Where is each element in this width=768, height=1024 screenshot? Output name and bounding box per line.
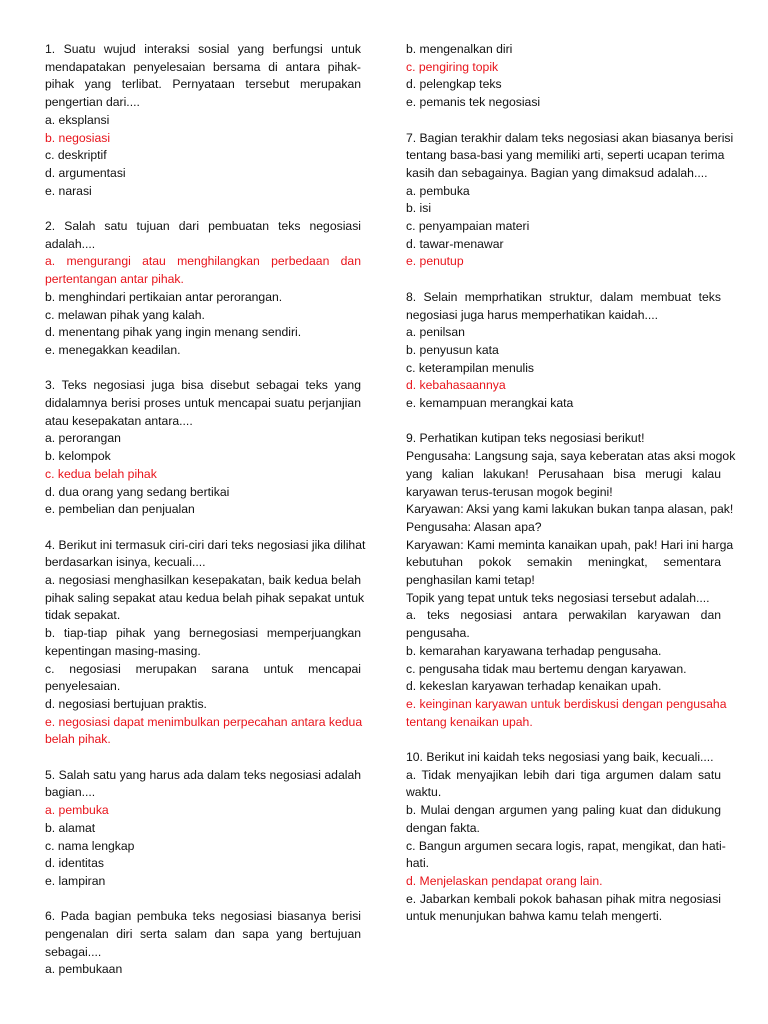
answer-line: c. pengiring topik bbox=[406, 59, 499, 74]
text-line: 3. Teks negosiasi juga bisa disebut sebagai teks yang bbox=[45, 378, 361, 393]
text-line: c. nama lengkap bbox=[45, 838, 135, 853]
answer-line: e. penutup bbox=[406, 254, 464, 269]
text-line: c. negosiasi merupakan sarana untuk mencapai bbox=[45, 661, 361, 676]
text-line: d. pelengkap teks bbox=[406, 77, 502, 92]
text-line: d. kekesIan karyawan terhadap kenaikan upah. bbox=[406, 679, 662, 694]
text-line: d. negosiasi bertujuan praktis. bbox=[45, 696, 207, 711]
text-line: pengertian dari.... bbox=[45, 95, 140, 110]
question-block bbox=[45, 767, 361, 891]
text-line: pengenalan diri serta salam dan sapa yang bertujuan bbox=[45, 927, 361, 942]
text-line: negosiasi juga harus memperhatikan kaidah.... bbox=[406, 307, 659, 322]
question-block bbox=[406, 749, 726, 926]
text-line: 10. Berikut ini kaidah teks negosiasi yang baik, kecuali.... bbox=[406, 750, 714, 765]
question-block bbox=[45, 908, 361, 979]
text-line: b. isi bbox=[406, 201, 432, 216]
answer-line: d. Menjelaskan pendapat orang lain. bbox=[406, 873, 603, 888]
text-line: tidak sepakat. bbox=[45, 608, 121, 623]
question-block bbox=[45, 218, 361, 360]
text-line: penyelesaian. bbox=[45, 679, 121, 694]
text-line: d. argumentasi bbox=[45, 165, 126, 180]
text-line: e. Jabarkan kembali pokok bahasan pihak mitra negosiasi bbox=[406, 891, 721, 906]
text-line: kasih dan sebagainya. Bagian yang dimaksud adalah.... bbox=[406, 165, 708, 180]
question-block bbox=[406, 41, 721, 112]
text-line: c. keterampilan menulis bbox=[406, 360, 535, 375]
text-line: dengan fakta. bbox=[406, 820, 480, 835]
text-line: 1. Suatu wujud interaksi sosial yang berfungsi untuk bbox=[45, 42, 361, 56]
text-line: b. Mulai dengan argumen yang paling kuat dan didukung bbox=[406, 803, 721, 818]
left-column bbox=[45, 41, 366, 997]
text-line: c. melawan pihak yang kalah. bbox=[45, 307, 205, 322]
text-line: pihak yang terlibat. Pernyataan tersebut merupakan bbox=[45, 77, 361, 92]
text-line: a. pembuka bbox=[406, 183, 470, 198]
text-line: kebutuhan pokok semakin meningkat, sementara bbox=[406, 555, 721, 570]
text-line: c. pengusaha tidak mau bertemu dengan karyawan. bbox=[406, 661, 687, 676]
text-line: b. mengenalkan diri bbox=[406, 42, 513, 56]
text-line: Topik yang tepat untuk teks negosiasi tersebut adalah.... bbox=[406, 590, 710, 605]
text-line: b. tiap-tiap pihak yang bernegosiasi memperjuangkan bbox=[45, 626, 361, 641]
text-line: b. menghindari pertikaian antar perorangan. bbox=[45, 289, 283, 304]
text-line: e. pembelian dan penjualan bbox=[45, 502, 195, 517]
text-line: e. lampiran bbox=[45, 873, 106, 888]
text-line: waktu. bbox=[406, 785, 442, 800]
text-line: a. pembukaan bbox=[45, 962, 123, 977]
text-line: d. tawar-menawar bbox=[406, 236, 504, 251]
text-line: b. kemarahan karyawana terhadap pengusaha. bbox=[406, 643, 662, 658]
text-line: 6. Pada bagian pembuka teks negosiasi biasanya berisi bbox=[45, 909, 361, 924]
text-line: 7. Bagian terakhir dalam teks negosiasi akan biasanya berisi bbox=[406, 130, 734, 145]
text-line: a. eksplansi bbox=[45, 112, 110, 127]
text-line: c. deskriptif bbox=[45, 148, 107, 163]
text-line: untuk menunjukan bahwa kamu telah mengerti. bbox=[406, 909, 663, 924]
question-block bbox=[406, 289, 721, 413]
text-line: b. alamat bbox=[45, 820, 96, 835]
answer-line: c. kedua belah pihak bbox=[45, 466, 157, 481]
question-block bbox=[45, 41, 361, 200]
text-line: a. penilsan bbox=[406, 325, 465, 340]
text-line: b. kelompok bbox=[45, 449, 111, 464]
text-line: didalamnya berisi proses untuk mencapai suatu perjanjian bbox=[45, 396, 361, 411]
text-line: a. negosiasi menghasilkan kesepakatan, baik kedua belah bbox=[45, 573, 361, 588]
text-line: pengusaha. bbox=[406, 626, 470, 641]
text-line: 2. Salah satu tujuan dari pembuatan teks negosiasi bbox=[45, 219, 361, 234]
text-line: kepentingan masing-masing. bbox=[45, 643, 201, 658]
text-line: Karyawan: Kami meminta kanaikan upah, pak! Hari ini harga bbox=[406, 537, 734, 552]
text-line: tentang basa-basi yang memiliki arti, seperti ucapan terima bbox=[406, 148, 725, 163]
text-line: c. Bangun argumen secara logis, rapat, mengikat, dan hati- bbox=[406, 838, 726, 853]
answer-line: tentang kenaikan upah. bbox=[406, 714, 533, 729]
text-line: d. identitas bbox=[45, 856, 104, 871]
text-line: c. penyampaian materi bbox=[406, 219, 530, 234]
text-line: e. kemampuan merangkai kata bbox=[406, 396, 574, 411]
text-line: penghasilan kami tetap! bbox=[406, 573, 535, 588]
answer-line: e. negosiasi dapat menimbulkan perpecahan antara kedua bbox=[45, 714, 363, 729]
text-line: a. perorangan bbox=[45, 431, 121, 446]
text-line: Pengusaha: Langsung saja, saya keberatan atas aksi mogok bbox=[406, 449, 736, 464]
answer-line: b. negosiasi bbox=[45, 130, 111, 145]
text-line: yang kalian lakukan! Perusahaan bisa merugi kalau bbox=[406, 466, 721, 481]
right-column bbox=[406, 41, 736, 944]
text-line: e. narasi bbox=[45, 183, 92, 198]
text-line: bagian.... bbox=[45, 785, 96, 800]
text-line: sebagai.... bbox=[45, 944, 102, 959]
answer-line: d. kebahasaannya bbox=[406, 378, 506, 393]
text-line: berdasarkan isinya, kecuali.... bbox=[45, 555, 206, 570]
text-line: 4. Berikut ini termasuk ciri-ciri dari teks negosiasi jika dilihat bbox=[45, 537, 366, 552]
text-line: Pengusaha: Alasan apa? bbox=[406, 519, 542, 534]
text-line: 8. Selain memprhatikan struktur, dalam membuat teks bbox=[406, 289, 721, 304]
answer-line: belah pihak. bbox=[45, 732, 111, 747]
text-line: e. menegakkan keadilan. bbox=[45, 342, 181, 357]
text-line: a. Tidak menyajikan lebih dari tiga argumen dalam satu bbox=[406, 767, 721, 782]
answer-line: e. keinginan karyawan untuk berdiskusi dengan pengusaha bbox=[406, 696, 727, 711]
text-line: a. teks negosiasi antara perwakilan karyawan dan bbox=[406, 608, 721, 623]
answer-line: pertentangan antar pihak. bbox=[45, 272, 184, 287]
text-line: d. dua orang yang sedang bertikai bbox=[45, 484, 230, 499]
text-line: d. menentang pihak yang ingin menang sendiri. bbox=[45, 325, 302, 340]
answer-line: a. mengurangi atau menghilangkan perbedaan dan bbox=[45, 254, 361, 269]
text-line: pihak saling sepakat atau kedua belah pihak sepakat untuk bbox=[45, 590, 365, 605]
question-block bbox=[45, 377, 361, 519]
text-line: atau kesepakatan antara.... bbox=[45, 413, 193, 428]
text-line: adalah.... bbox=[45, 236, 96, 251]
text-line: Karyawan: Aksi yang kami lakukan bukan tanpa alasan, pak! bbox=[406, 502, 734, 517]
text-line: mendapatakan penyelesaian bersama di antara pihak- bbox=[45, 59, 361, 74]
question-block bbox=[406, 130, 734, 272]
question-block bbox=[45, 537, 366, 749]
text-line: karyawan terus-terusan mogok begini! bbox=[406, 484, 613, 499]
question-block bbox=[406, 430, 736, 731]
answer-line: a. pembuka bbox=[45, 803, 109, 818]
text-line: 5. Salah satu yang harus ada dalam teks negosiasi adalah bbox=[45, 767, 361, 782]
text-line: e. pemanis tek negosiasi bbox=[406, 95, 541, 110]
text-line: 9. Perhatikan kutipan teks negosiasi berikut! bbox=[406, 431, 645, 446]
text-line: hati. bbox=[406, 856, 430, 871]
text-line: b. penyusun kata bbox=[406, 342, 499, 357]
